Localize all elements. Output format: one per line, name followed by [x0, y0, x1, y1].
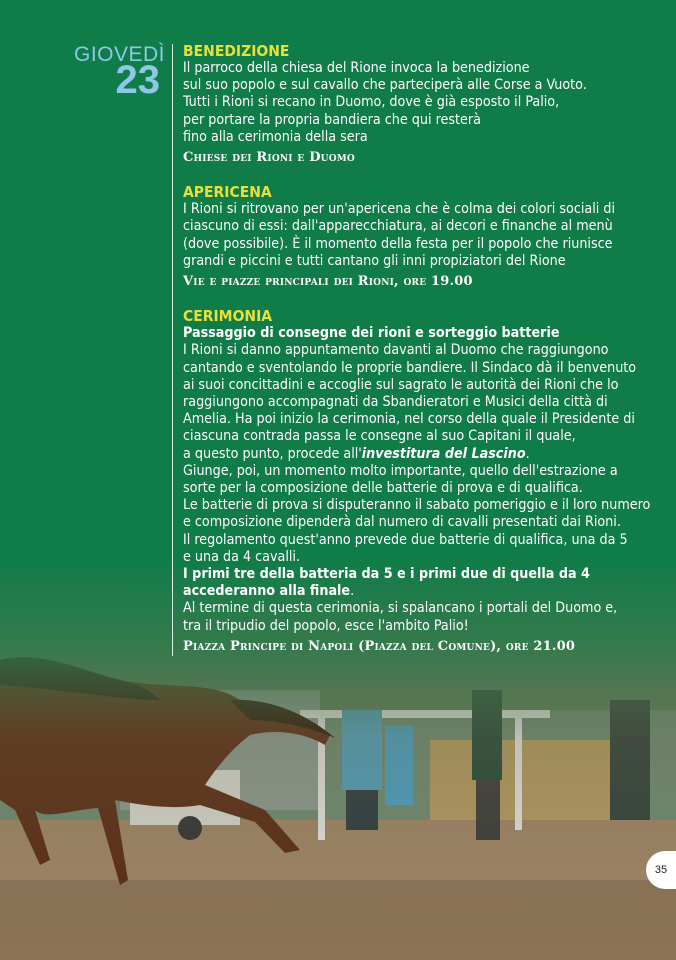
text-line: I Rioni si ritrovano per un'apericena che è colma dei colori sociali di — [183, 201, 616, 218]
section-title: APERICENA — [183, 183, 272, 202]
text-line: sorte per la composizione delle batterie di prova e di qualifica. — [183, 480, 583, 497]
text-fragment: . — [350, 583, 355, 600]
text-fragment: a questo punto, procede all' — [183, 445, 362, 462]
text-line: e composizione dipenderà dal numero di cavalli presentati dai Rioni. — [183, 514, 621, 531]
text-line: raggiungono accompagnati da Sbandieratori e Musici della città di — [183, 394, 608, 411]
text-line: (dove possibile). È il momento della festa per il popolo che riunisce — [183, 235, 613, 252]
section-benedizione — [183, 42, 663, 166]
text-line: Il regolamento quest'anno prevede due batterie di qualifica, una da 5 — [183, 531, 628, 548]
investitura-line — [183, 446, 663, 463]
text-line: fino alla cerimonia della sera — [183, 128, 368, 145]
text-line: Il parroco della chiesa del Rione invoca la benedizione — [183, 60, 530, 76]
section-subtitle: Passaggio di consegne dei rioni e sorteggio batterie — [183, 325, 560, 342]
location-text: Piazza Principe di Napoli (Piazza del Comune), ore 21.00 — [183, 638, 576, 654]
vertical-divider — [172, 44, 173, 656]
location-text: Vie e piazze principali dei Rioni, ore 19.00 — [183, 274, 473, 290]
text-line: ciascuno di essi: dall'apparecchiatura, ai decori e finanche al menù — [183, 218, 613, 235]
text-line: Le batterie di prova si disputeranno il sabato pomeriggio e il loro numero — [183, 497, 651, 514]
bold-line-2 — [183, 583, 663, 600]
text-line: ciascuna contrada passa le consegne al suo Capitani il quale, — [183, 428, 576, 445]
text-line: ai suoi concittadini e accoglie sul sagrato le autorità dei Rioni che lo — [183, 376, 619, 393]
text-line: I Rioni si danno appuntamento davanti al Duomo che raggiungono — [183, 342, 609, 359]
text-line: grandi e piccini e tutti cantano gli inni propiziatori del Rione — [183, 252, 566, 269]
text-line: Al termine di questa cerimonia, si spalancano i portali del Duomo e, — [183, 600, 618, 617]
text-line: cantando e sventolando le proprie bandiere. Il Sindaco dà il benvenuto — [183, 359, 637, 376]
text-line: e una da 4 cavalli. — [183, 548, 301, 565]
text-line: tra il tripudio del popolo, esce l'ambito Palio! — [183, 617, 469, 634]
text-line: Amelia. Ha poi inizio la cerimonia, nel corso della quale il Presidente di — [183, 411, 635, 428]
text-line: sul suo popolo e sul cavallo che parteciperà alle Corse a Vuoto. — [183, 77, 587, 94]
section-cerimonia — [183, 307, 663, 655]
investitura-emphasis: investitura del Lascino — [361, 445, 526, 462]
section-title: CERIMONIA — [183, 307, 273, 326]
bold-line: I primi tre della batteria da 5 e i primi due di quella da 4 — [183, 566, 590, 583]
section-apericena — [183, 183, 663, 290]
text-fragment: accederanno alla finale — [183, 583, 351, 600]
location-text: Chiese dei Rioni e Duomo — [183, 150, 355, 166]
text-line: Tutti i Rioni si recano in Duomo, dove è già esposto il Palio, — [183, 94, 560, 111]
schedule-content — [183, 42, 663, 672]
text-fragment: . — [525, 445, 530, 462]
text-line: per portare la propria bandiera che qui resterà — [183, 111, 481, 128]
day-number: 23 — [115, 58, 160, 102]
page-number: 35 — [646, 851, 676, 889]
day-heading — [74, 43, 166, 102]
day-name: GIOVEDÌ — [74, 43, 166, 66]
section-title: BENEDIZIONE — [183, 42, 290, 60]
text-line: Giunge, poi, un momento molto importante, quello dell'estrazione a — [183, 462, 618, 479]
